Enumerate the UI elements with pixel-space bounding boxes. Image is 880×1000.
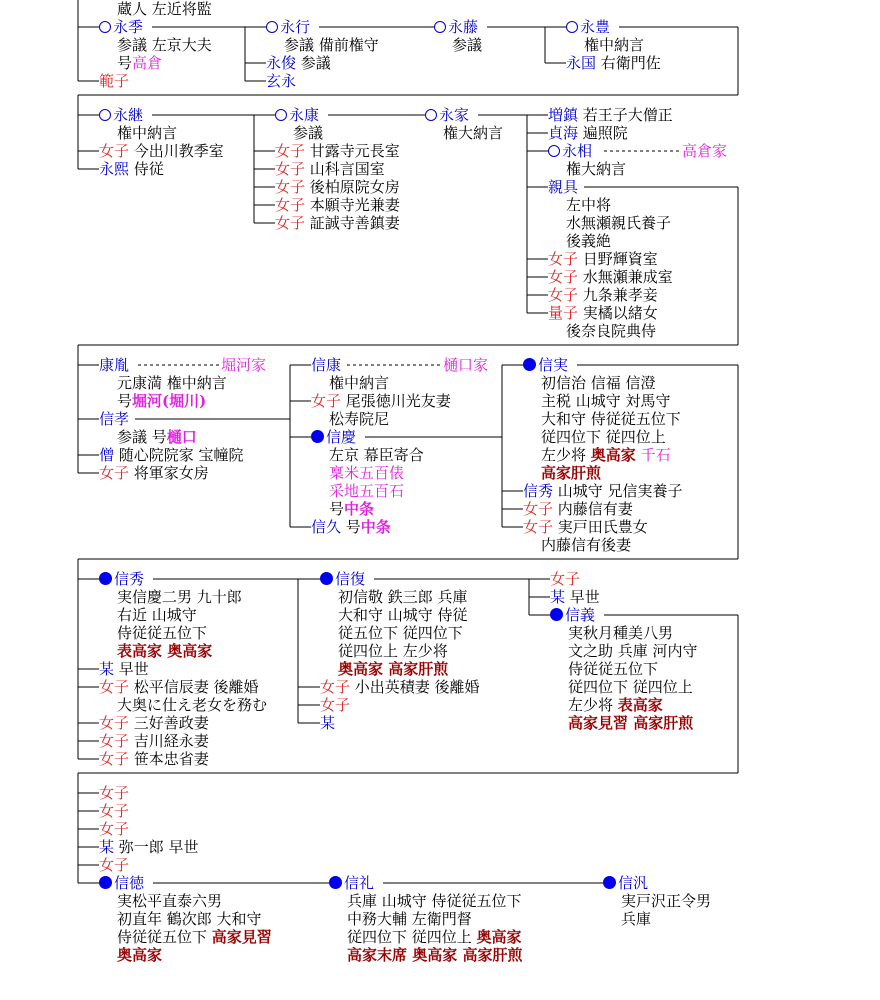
tree-entry — [320, 696, 350, 714]
tree-entry — [443, 356, 488, 374]
entry-text: 水無瀬親氏養子 — [566, 214, 672, 232]
entry-text: 樋口家 — [443, 356, 489, 374]
open-circle-icon — [99, 21, 111, 33]
tree-entry — [541, 446, 671, 464]
tree-entry — [117, 642, 212, 660]
entry-text: 女子 — [275, 160, 306, 178]
tree-entry — [117, 946, 162, 964]
entry-text: 永継 — [113, 106, 144, 124]
tree-entry — [117, 606, 197, 624]
entry-text: 九条兼孝妾 — [578, 286, 658, 304]
entry-text: 号 — [329, 500, 345, 518]
tree-entry — [338, 624, 463, 642]
entry-text: 三好善政妻 — [129, 714, 209, 732]
entry-text: 左少将 — [568, 696, 618, 714]
entry-text: 信汎 — [618, 874, 649, 892]
entry-text: 永康 — [289, 106, 320, 124]
tree-entry — [99, 570, 144, 588]
tree-entry — [99, 356, 129, 374]
entry-text: 信義 — [565, 606, 596, 624]
entry-text: 玄永 — [266, 72, 297, 90]
entry-text: 女子 — [99, 714, 130, 732]
entry-text: 主税 山城守 対馬守 — [541, 392, 671, 410]
entry-text: 松平信辰妻 後離婚 — [129, 678, 259, 696]
entry-text: 号 — [117, 392, 133, 410]
entry-text: 貞海 — [548, 124, 579, 142]
entry-text: 女子 — [548, 268, 579, 286]
tree-entry — [566, 196, 611, 214]
entry-text: 高家末席 奥高家 高家肝煎 — [347, 946, 523, 964]
filled-circle-icon — [99, 876, 112, 889]
tree-entry — [541, 392, 671, 410]
entry-text: 奥高家 — [476, 928, 522, 946]
entry-text: 権中納言 — [117, 124, 178, 142]
entry-text: 量子 — [548, 304, 579, 322]
entry-text: 侍従従五位下 — [117, 928, 212, 946]
tree-entry — [541, 374, 656, 392]
entry-text: 従四位上 左少将 — [338, 642, 448, 660]
entry-text: 高家見習 — [211, 928, 272, 946]
entry-text: 女子 — [275, 196, 306, 214]
entry-text: 権中納言 — [584, 36, 645, 54]
tree-entry — [329, 464, 404, 482]
tree-entry — [338, 642, 448, 660]
tree-entry — [425, 106, 469, 124]
entry-text: 早世 — [114, 660, 149, 678]
entry-text: 某 — [320, 714, 336, 732]
tree-entry — [329, 374, 389, 392]
tree-entry — [541, 410, 681, 428]
open-circle-icon — [566, 21, 578, 33]
entry-text: 女子 — [548, 286, 579, 304]
entry-text: 采地五百石 — [329, 482, 405, 500]
entry-text: 高家肝煎 — [541, 464, 602, 482]
entry-text: 永俊 — [266, 54, 297, 72]
tree-entry — [329, 874, 374, 892]
open-circle-icon — [99, 109, 111, 121]
tree-entry — [275, 214, 400, 232]
entry-text: 右近 山城守 — [117, 606, 197, 624]
entry-text: 女子 — [99, 142, 130, 160]
tree-entry — [548, 286, 658, 304]
entry-text: 後奈良院典侍 — [566, 322, 657, 340]
entry-text: 随心院院家 宝幢院 — [114, 446, 244, 464]
tree-entry — [99, 838, 199, 856]
tree-entry — [99, 18, 143, 36]
tree-entry — [347, 910, 472, 928]
tree-entry — [568, 678, 693, 696]
entry-text: 信礼 — [344, 874, 375, 892]
tree-entry — [443, 124, 503, 142]
entry-text: 蔵人 左近将監 — [117, 0, 212, 18]
tree-entry — [550, 570, 580, 588]
tree-entry — [548, 124, 628, 142]
tree-entry — [541, 428, 666, 446]
entry-text: 女子 — [99, 784, 130, 802]
entry-text: 女子 — [99, 820, 130, 838]
entry-text: 実戸田氏豊女 — [553, 518, 648, 536]
tree-entry — [682, 142, 727, 160]
entry-text: 永行 — [280, 18, 311, 36]
tree-entry — [548, 250, 658, 268]
entry-text: 堀河(堀川) — [132, 392, 207, 410]
filled-circle-icon — [523, 358, 536, 371]
tree-entry — [311, 392, 451, 410]
entry-text: 永藤 — [448, 18, 479, 36]
entry-text: 女子 — [99, 678, 130, 696]
entry-text: 参議 — [293, 124, 324, 142]
entry-text: 遍照院 — [578, 124, 628, 142]
entry-text: 吉川経永妻 — [129, 732, 209, 750]
tree-entry — [266, 54, 331, 72]
open-circle-icon — [434, 21, 446, 33]
entry-text: 女子 — [523, 518, 554, 536]
tree-entry — [523, 518, 648, 536]
filled-circle-icon — [320, 572, 333, 585]
tree-entry — [347, 892, 522, 910]
tree-entry — [347, 946, 522, 964]
open-circle-icon — [548, 145, 560, 157]
entry-text: 奥高家 — [117, 946, 163, 964]
entry-text: 参議 備前権守 — [284, 36, 379, 54]
entry-text: 後義絶 — [566, 232, 612, 250]
entry-text: 信慶 — [326, 428, 357, 446]
entry-text: 甘露寺元長室 — [305, 142, 400, 160]
entry-text: 内藤信有妻 — [553, 500, 633, 518]
tree-entry — [338, 660, 448, 678]
tree-entry — [548, 142, 592, 160]
tree-entry — [99, 802, 129, 820]
tree-entry — [568, 624, 673, 642]
entry-text: 従五位下 従四位下 — [338, 624, 463, 642]
tree-entry — [117, 392, 206, 410]
entry-text: 実橘以緒女 — [578, 304, 658, 322]
entry-text: 永熙 — [99, 160, 130, 178]
tree-entry — [338, 606, 468, 624]
entry-text: 兵庫 — [621, 910, 652, 928]
tree-entry — [117, 910, 262, 928]
tree-entry — [584, 36, 644, 54]
entry-text: 某 — [550, 588, 566, 606]
entry-text: 号 — [117, 54, 133, 72]
tree-entry — [329, 410, 389, 428]
entry-text: 山城守 兄信実養子 — [553, 482, 683, 500]
entry-text: 本願寺光兼妻 — [305, 196, 400, 214]
entry-text: 証誠寺善鎮妻 — [305, 214, 400, 232]
entry-text: 兵庫 山城守 侍従従五位下 — [347, 892, 522, 910]
entry-text: 今出川教季室 — [129, 142, 224, 160]
tree-entry — [550, 606, 595, 624]
entry-text: 山科言国室 — [305, 160, 385, 178]
entry-text: 永相 — [562, 142, 593, 160]
entry-text: 女子 — [275, 214, 306, 232]
tree-entry — [99, 660, 149, 678]
tree-entry — [117, 0, 212, 18]
entry-text: 松寿院尼 — [329, 410, 390, 428]
open-circle-icon — [266, 21, 278, 33]
entry-text: 女子 — [99, 750, 130, 768]
tree-entry — [329, 500, 374, 518]
entry-text: 千石 — [640, 446, 671, 464]
tree-entry — [117, 928, 272, 946]
filled-circle-icon — [99, 572, 112, 585]
tree-entry — [99, 160, 164, 178]
filled-circle-icon — [311, 430, 324, 443]
entry-text: 堀河家 — [221, 356, 267, 374]
tree-entry — [523, 500, 633, 518]
tree-entry — [566, 54, 661, 72]
tree-entry — [284, 36, 379, 54]
entry-text: 女子 — [99, 464, 130, 482]
entry-text: 弥一郎 早世 — [114, 838, 199, 856]
entry-text: 信秀 — [523, 482, 554, 500]
tree-entry — [541, 464, 601, 482]
entry-text: 日野輝資室 — [578, 250, 658, 268]
tree-entry — [99, 856, 129, 874]
tree-entry — [566, 160, 626, 178]
entry-text: 女子 — [311, 392, 342, 410]
entry-text: 範子 — [99, 72, 130, 90]
entry-text: 信久 — [311, 518, 342, 536]
tree-entry — [347, 928, 522, 946]
tree-entry — [566, 214, 671, 232]
tree-entry — [550, 588, 600, 606]
tree-entry — [275, 178, 400, 196]
tree-entry — [221, 356, 266, 374]
tree-entry — [523, 482, 683, 500]
entry-text: 小出英積妻 後離婚 — [350, 678, 480, 696]
entry-text: 某 — [99, 660, 115, 678]
tree-entry — [99, 678, 259, 696]
entry-text: 参議 号 — [117, 428, 167, 446]
tree-entry — [275, 160, 385, 178]
entry-text: 永豊 — [580, 18, 611, 36]
entry-text: 中条 — [344, 500, 375, 518]
tree-entry — [568, 696, 663, 714]
entry-text: 永国 — [566, 54, 597, 72]
entry-text: 信秀 — [114, 570, 145, 588]
filled-circle-icon — [603, 876, 616, 889]
tree-entry — [117, 54, 162, 72]
tree-entry — [548, 106, 673, 124]
tree-entry — [320, 570, 365, 588]
entry-text: 大和守 侍従従五位下 — [541, 410, 681, 428]
entry-text: 中条 — [360, 518, 391, 536]
entry-text: 中務大輔 左衛門督 — [347, 910, 472, 928]
entry-text: 女子 — [275, 142, 306, 160]
entry-text: 内藤信有後妻 — [541, 536, 632, 554]
tree-entry — [266, 72, 296, 90]
entry-text: 増鎮 — [548, 106, 579, 124]
entry-text: 左少将 — [541, 446, 591, 464]
tree-entry — [320, 714, 335, 732]
entry-text: 若王子大僧正 — [578, 106, 673, 124]
tree-entry — [99, 464, 209, 482]
entry-text: 実信慶二男 九十郎 — [117, 588, 242, 606]
entry-text: 女子 — [320, 678, 351, 696]
tree-entry — [293, 124, 323, 142]
entry-text: 侍従 — [129, 160, 164, 178]
entry-text: 親具 — [548, 178, 579, 196]
entry-text: 高倉 — [132, 54, 163, 72]
tree-entry — [568, 642, 698, 660]
entry-text: 初信敬 鉄三郎 兵庫 — [338, 588, 468, 606]
entry-text: 大和守 山城守 侍従 — [338, 606, 468, 624]
tree-entry — [568, 714, 693, 732]
entry-text: 奥高家 — [590, 446, 636, 464]
filled-circle-icon — [329, 876, 342, 889]
entry-text: 信孝 — [99, 410, 130, 428]
tree-entry — [99, 732, 209, 750]
entry-text: 初信治 信福 信澄 — [541, 374, 656, 392]
entry-text: 樋口 — [166, 428, 197, 446]
tree-entry — [99, 72, 129, 90]
tree-entry — [117, 588, 242, 606]
tree-entry — [99, 106, 143, 124]
entry-text: 参議 左京大夫 — [117, 36, 212, 54]
tree-entry — [99, 750, 209, 768]
entry-text: 女子 — [320, 696, 351, 714]
entry-text: 右衛門佐 — [596, 54, 661, 72]
tree-entry — [434, 18, 478, 36]
tree-entry — [99, 142, 224, 160]
tree-entry — [99, 820, 129, 838]
tree-entry — [311, 428, 356, 446]
entry-text: 奥高家 高家肝煎 — [338, 660, 449, 678]
entry-text: 初直年 鶴次郎 大和守 — [117, 910, 262, 928]
entry-text: 尾張徳川光友妻 — [341, 392, 451, 410]
entry-text: 高倉家 — [682, 142, 728, 160]
entry-text: 左京 幕臣寄合 — [329, 446, 424, 464]
entry-text: 女子 — [523, 500, 554, 518]
entry-text: 水無瀬兼成室 — [578, 268, 673, 286]
entry-text: 女子 — [548, 250, 579, 268]
entry-text: 女子 — [275, 178, 306, 196]
entry-text: 実秋月種美八男 — [568, 624, 674, 642]
tree-entry — [311, 356, 341, 374]
open-circle-icon — [425, 109, 437, 121]
entry-text: 永季 — [113, 18, 144, 36]
entry-text: 信康 — [311, 356, 342, 374]
tree-entry — [99, 714, 209, 732]
open-circle-icon — [275, 109, 287, 121]
entry-text: 僧 — [99, 446, 115, 464]
tree-entry — [548, 178, 578, 196]
entry-text: 大奥に仕え老女を務む — [117, 696, 268, 714]
entry-text: 高家見習 高家肝煎 — [568, 714, 694, 732]
entry-text: 後柏原院女房 — [305, 178, 400, 196]
entry-text: 早世 — [565, 588, 600, 606]
tree-entry — [548, 304, 658, 322]
entry-text: 実松平直泰六男 — [117, 892, 223, 910]
tree-entry — [117, 36, 212, 54]
entry-text: 女子 — [99, 856, 130, 874]
tree-entry — [523, 356, 568, 374]
tree-entry — [275, 142, 400, 160]
tree-entry — [275, 106, 319, 124]
entry-text: 女子 — [99, 802, 130, 820]
tree-entry — [338, 588, 468, 606]
tree-entry — [117, 624, 207, 642]
tree-entry — [99, 446, 244, 464]
tree-entry — [541, 536, 631, 554]
tree-entry — [452, 36, 482, 54]
entry-text: 参議 — [296, 54, 331, 72]
entry-text: 権大納言 — [443, 124, 504, 142]
entry-text: 権大納言 — [566, 160, 627, 178]
entry-text: 永家 — [439, 106, 470, 124]
entry-text: 女子 — [550, 570, 581, 588]
tree-entry — [117, 696, 267, 714]
tree-entry — [99, 874, 144, 892]
tree-entry — [117, 892, 222, 910]
filled-circle-icon — [550, 608, 563, 621]
tree-entry — [566, 232, 611, 250]
tree-entry — [329, 482, 404, 500]
entry-text: 従四位下 従四位上 — [541, 428, 666, 446]
tree-entry — [548, 268, 673, 286]
entry-text: 左中将 — [566, 196, 612, 214]
entry-text: 康胤 — [99, 356, 130, 374]
entry-text: 権中納言 — [329, 374, 390, 392]
entry-text: 信徳 — [114, 874, 145, 892]
entry-text: 従四位下 従四位上 — [568, 678, 693, 696]
entry-text: 侍従従五位下 — [117, 624, 208, 642]
tree-entry — [266, 18, 310, 36]
tree-entry — [99, 410, 129, 428]
entry-text: 参議 — [452, 36, 483, 54]
entry-text: 元康満 権中納言 — [117, 374, 227, 392]
entry-text: 表高家 奥高家 — [117, 642, 213, 660]
entry-text: 表高家 — [617, 696, 663, 714]
tree-entry — [117, 428, 197, 446]
tree-entry — [621, 910, 651, 928]
entry-text: 従四位下 従四位上 — [347, 928, 477, 946]
entry-text: 実戸沢正令男 — [621, 892, 712, 910]
tree-entry — [566, 18, 610, 36]
tree-entry — [117, 124, 177, 142]
tree-entry — [603, 874, 648, 892]
entry-text: 稟米五百俵 — [329, 464, 405, 482]
tree-entry — [568, 660, 658, 678]
entry-text: 文之助 兵庫 河内守 — [568, 642, 698, 660]
tree-entry — [275, 196, 400, 214]
entry-text: 信復 — [335, 570, 366, 588]
entry-text: 女子 — [99, 732, 130, 750]
tree-entry — [329, 446, 424, 464]
tree-entry — [117, 374, 227, 392]
tree-entry — [99, 784, 129, 802]
entry-text: 某 — [99, 838, 115, 856]
entry-text: 将軍家女房 — [129, 464, 209, 482]
entry-text: 号 — [341, 518, 361, 536]
tree-entry — [320, 678, 480, 696]
entry-text: 侍従従五位下 — [568, 660, 659, 678]
tree-entry — [621, 892, 711, 910]
entry-text: 笹本忠省妻 — [129, 750, 209, 768]
tree-entry — [566, 322, 656, 340]
tree-entry — [311, 518, 391, 536]
entry-text: 信実 — [538, 356, 569, 374]
